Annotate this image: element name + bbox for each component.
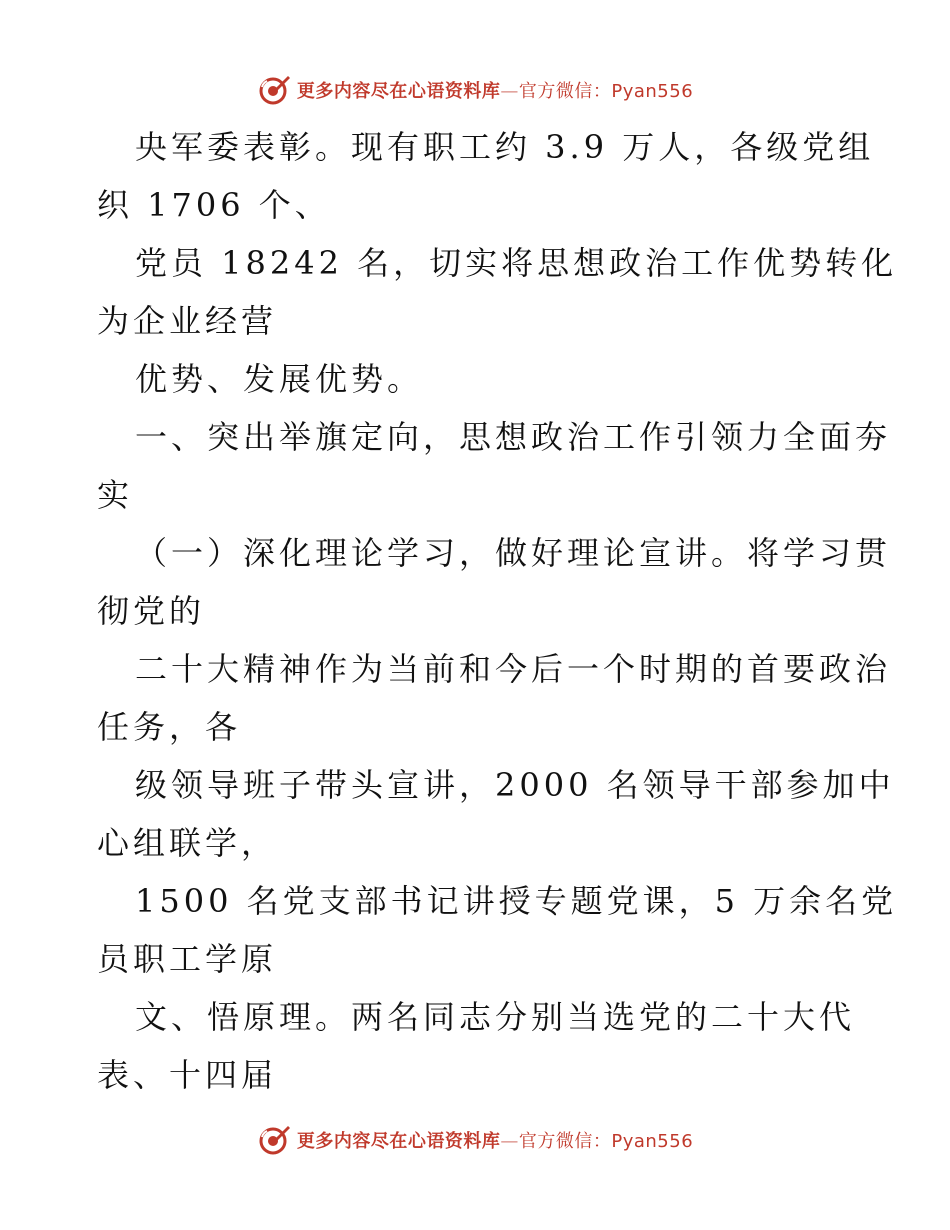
watermark-text [297, 1127, 693, 1153]
body-line: 二十大精神作为当前和今后一个时期的首要政治 [135, 650, 892, 688]
quill-seal-icon [257, 73, 291, 107]
quill-seal-icon [257, 1123, 291, 1157]
watermark-site-text: 更多内容尽在心语资料库 [296, 1131, 501, 1152]
watermark-wechat-label: 官方微信： [518, 81, 612, 102]
document-body [97, 118, 898, 1104]
body-line: 文、悟原理。两名同志分别当选党的二十大代 [135, 998, 856, 1036]
body-line: 党员 18242 名，切实将思想政治工作优势转化 [135, 244, 898, 282]
subsection-heading: （一）深化理论学习，做好理论宣讲。将学习贯 [135, 534, 892, 572]
watermark-wechat-id: Pyan556 [611, 81, 694, 102]
watermark-separator: — [500, 81, 519, 102]
watermark-separator: — [500, 1131, 519, 1152]
body-line: 员职工学原 [97, 940, 278, 978]
watermark-wechat-id: Pyan556 [611, 1131, 694, 1152]
body-line: 彻党的 [97, 592, 206, 630]
section-heading-cont: 实 [97, 476, 134, 514]
watermark-wechat-label: 官方微信： [518, 1131, 612, 1152]
body-line: 织 1706 个、 [97, 186, 331, 224]
watermark-text [297, 77, 693, 103]
body-line: 心组联学， [97, 824, 278, 862]
section-heading: 一、突出举旗定向，思想政治工作引领力全面夯 [135, 418, 892, 456]
body-line: 央军委表彰。现有职工约 3.9 万人，各级党组 [135, 128, 875, 166]
body-line: 任务，各 [97, 708, 242, 746]
footer-watermark [0, 1120, 950, 1160]
body-line: 优势、发展优势。 [135, 360, 424, 398]
header-watermark [0, 70, 950, 110]
body-line: 为企业经营 [97, 302, 278, 340]
body-line: 表、十四届 [97, 1056, 278, 1094]
watermark-site-text: 更多内容尽在心语资料库 [296, 81, 501, 102]
body-line: 级领导班子带头宣讲，2000 名领导干部参加中 [135, 766, 895, 804]
body-line: 1500 名党支部书记讲授专题党课，5 万余名党 [135, 882, 898, 920]
